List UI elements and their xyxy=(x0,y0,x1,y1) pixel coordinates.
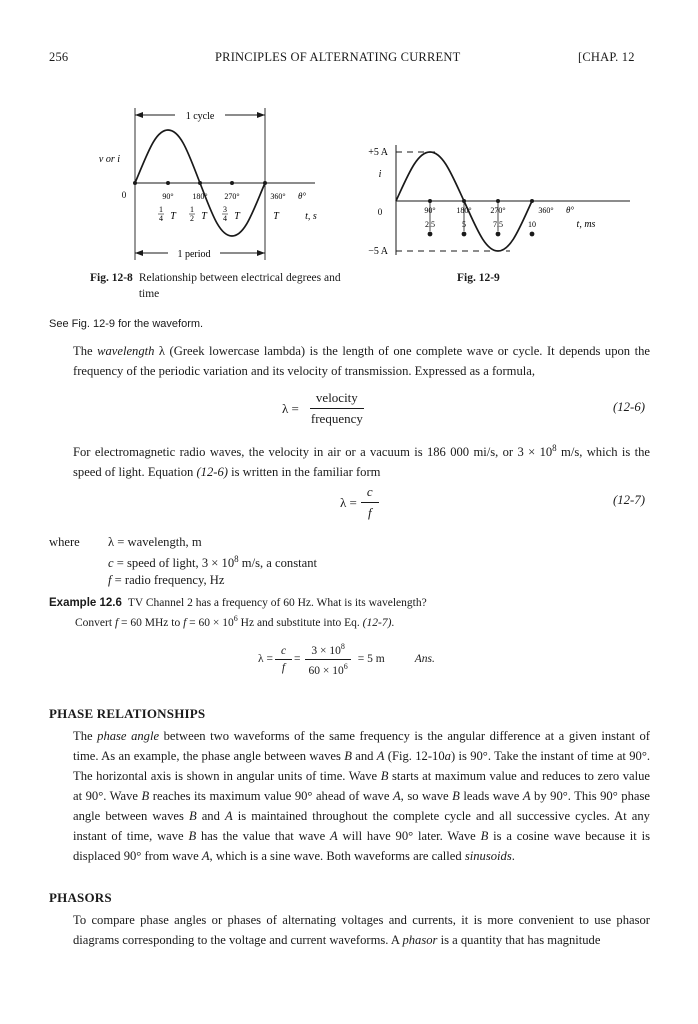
fig-12-8-caption-number: Fig. 12-8 xyxy=(90,272,133,284)
fig9-deg-270: 270° xyxy=(490,206,506,215)
point-0 xyxy=(133,181,137,185)
quarter-T: T xyxy=(170,211,176,222)
zero-label: 0 xyxy=(121,190,127,200)
equation-12-6-number: (12-6) xyxy=(613,400,645,414)
period-label: 1 period xyxy=(177,249,211,260)
half-den: 2 xyxy=(190,214,194,223)
deg-360-label: 360° xyxy=(270,192,286,201)
eq7-numerator: c xyxy=(361,484,379,503)
see-fig-note: See Fig. 12-9 for the waveform. xyxy=(49,318,204,330)
page-number: 256 xyxy=(49,50,69,64)
running-title: PRINCIPLES OF ALTERNATING CURRENT xyxy=(215,50,461,64)
fig9-t-7.5: 7.5 xyxy=(493,220,503,229)
point-90 xyxy=(166,181,170,185)
quarter-den: 4 xyxy=(159,214,163,223)
example-label: Example 12.6 xyxy=(49,597,122,609)
sinusoids-term: sinusoids xyxy=(464,849,512,863)
figure-12-8 xyxy=(80,100,350,265)
phasors-heading: PHASORS xyxy=(49,890,112,905)
equation-12-7: λ = $\frac{c}{f}$ xyxy=(340,484,379,521)
theta-label: θ° xyxy=(297,191,307,201)
fig9-zero-label: 0 xyxy=(377,207,383,217)
example-question: TV Channel 2 has a frequency of 60 Hz. What is its wavelength? xyxy=(127,597,427,609)
fig9-point-360 xyxy=(530,199,534,203)
def-wavelength: λ = wavelength, m xyxy=(108,535,202,549)
period-arrowhead-left xyxy=(135,250,143,256)
threeq-T: T xyxy=(234,211,240,222)
phasors-paragraph: To compare phase angles or phases of alternating voltages and currents, it is more convenient to use phasor diagrams corresponding to the voltage and current waveforms. A phasor is a quantity that has magnitude xyxy=(73,913,650,947)
threeq-den: 4 xyxy=(223,214,227,223)
plus-5a-label: +5 A xyxy=(368,147,388,158)
deg-180-label: 180° xyxy=(192,192,208,201)
def-frequency: f = radio frequency, Hz xyxy=(108,573,225,588)
phase-relationships-heading: PHASE RELATIONSHIPS xyxy=(49,706,206,721)
fig9-theta: θ° xyxy=(565,205,575,215)
def-speed: c = speed of light, $3 \times 10^8$ m/s, a constant xyxy=(108,554,317,571)
deg-270-label: 270° xyxy=(224,192,240,201)
wavelength-paragraph: The wavelength λ (Greek lowercase lambda) is the length of one complete wave or cycle. It depends upon the frequency of the periodic variation and its velocity of transmission. Expressed as a formula, xyxy=(73,344,650,378)
cycle-label: 1 cycle xyxy=(185,111,215,122)
half-num: 1 xyxy=(190,205,194,214)
solution-result: = 5 m xyxy=(357,653,385,666)
example-convert-line: Convert f = 60 MHz to $f = 60 \times 10^6$ Hz and substitute into Eq. (12-7). xyxy=(75,614,395,629)
phase-paragraph: The phase angle between two waveforms of the same frequency is the angular difference at a given instant of time. As an example, the phase angle between waves B and A (Fig. 12-10a) is 90°. Take the instant of time at 90°. The horizontal axis is shown in angular units of time. Wave B starts at maximum value and reduces to zero value at 90°. Wave B reaches its maximum value 90° ahead of wave A, so wave B leads wave A by 90°. This 90° phase angle between waves B and A is maintained throughout the complete cycle and all successive cycles. At any instant of time, wave B has the value that wave A will have 90° later. Wave B is a cosine wave because it is displaced 90° from wave A, which is a sine wave. Both waveforms are called sinusoids. xyxy=(73,729,651,863)
cycle-arrowhead-left xyxy=(135,112,143,118)
wavelength-term: wavelength xyxy=(97,344,155,358)
answer-label: Ans. xyxy=(414,653,435,666)
phase-angle-term: phase angle xyxy=(97,729,160,743)
fig9-point-90 xyxy=(428,199,432,203)
current-label: i xyxy=(378,169,382,180)
equation-12-7-number: (12-7) xyxy=(613,493,645,507)
where-label: where xyxy=(49,535,80,549)
quarter-num: 1 xyxy=(159,205,163,214)
point-180 xyxy=(198,181,202,185)
full-T: T xyxy=(273,211,279,222)
point-270 xyxy=(230,181,234,185)
point-360 xyxy=(263,181,267,185)
deg-90-label: 90° xyxy=(162,192,174,201)
fig-12-8-caption xyxy=(90,270,350,302)
example-solution: λ = $\frac{c}{f}$ = $\frac{3 \times 10^8}{60 \times 10^6}$ = 5 m Ans. xyxy=(258,642,435,677)
time-axis-label: t, s xyxy=(305,211,317,222)
fig9-deg-180: 180° xyxy=(456,206,472,215)
eq6-numerator: velocity xyxy=(310,390,364,409)
fig9-t-10: 10 xyxy=(528,220,536,229)
em-paragraph: For electromagnetic radio waves, the velocity in air or a vacuum is 186 000 mi/s, or $3 \times 10^8$ m/s, which is the speed of light. Equation (12-6) is written in the familiar form xyxy=(73,443,650,480)
eq7-denominator: f xyxy=(367,505,372,520)
fig-12-9-caption: Fig. 12-9 xyxy=(457,272,500,284)
fig9-t-5: 5 xyxy=(462,220,466,229)
half-T: T xyxy=(201,211,207,222)
period-arrowhead-right xyxy=(257,250,265,256)
phasor-term: phasor xyxy=(402,933,438,947)
chapter-label: [CHAP. 12 xyxy=(578,50,635,64)
fig-12-8-caption-text: Relationship between electrical degrees and time xyxy=(138,272,341,300)
cycle-arrowhead-right xyxy=(257,112,265,118)
fig9-deg-90: 90° xyxy=(424,206,436,215)
fig9-deg-360: 360° xyxy=(538,206,554,215)
fig9-point-270 xyxy=(496,199,500,203)
fig9-time-axis-label: t, ms xyxy=(576,219,596,230)
eq6-denominator: frequency xyxy=(310,411,363,426)
y-axis-label: v or i xyxy=(98,154,120,165)
example-12-6 xyxy=(49,597,427,609)
fig9-point-180 xyxy=(462,199,466,203)
definitions-list xyxy=(100,534,317,589)
minus-5a-label: −5 A xyxy=(368,246,388,257)
figure-12-9 xyxy=(360,135,660,265)
equation-12-6: λ = $\frac{\text{velocity}}{\text{frequency}}$ xyxy=(282,390,369,427)
fig9-t-2.5: 2.5 xyxy=(425,220,435,229)
threeq-num: 3 xyxy=(223,205,227,214)
